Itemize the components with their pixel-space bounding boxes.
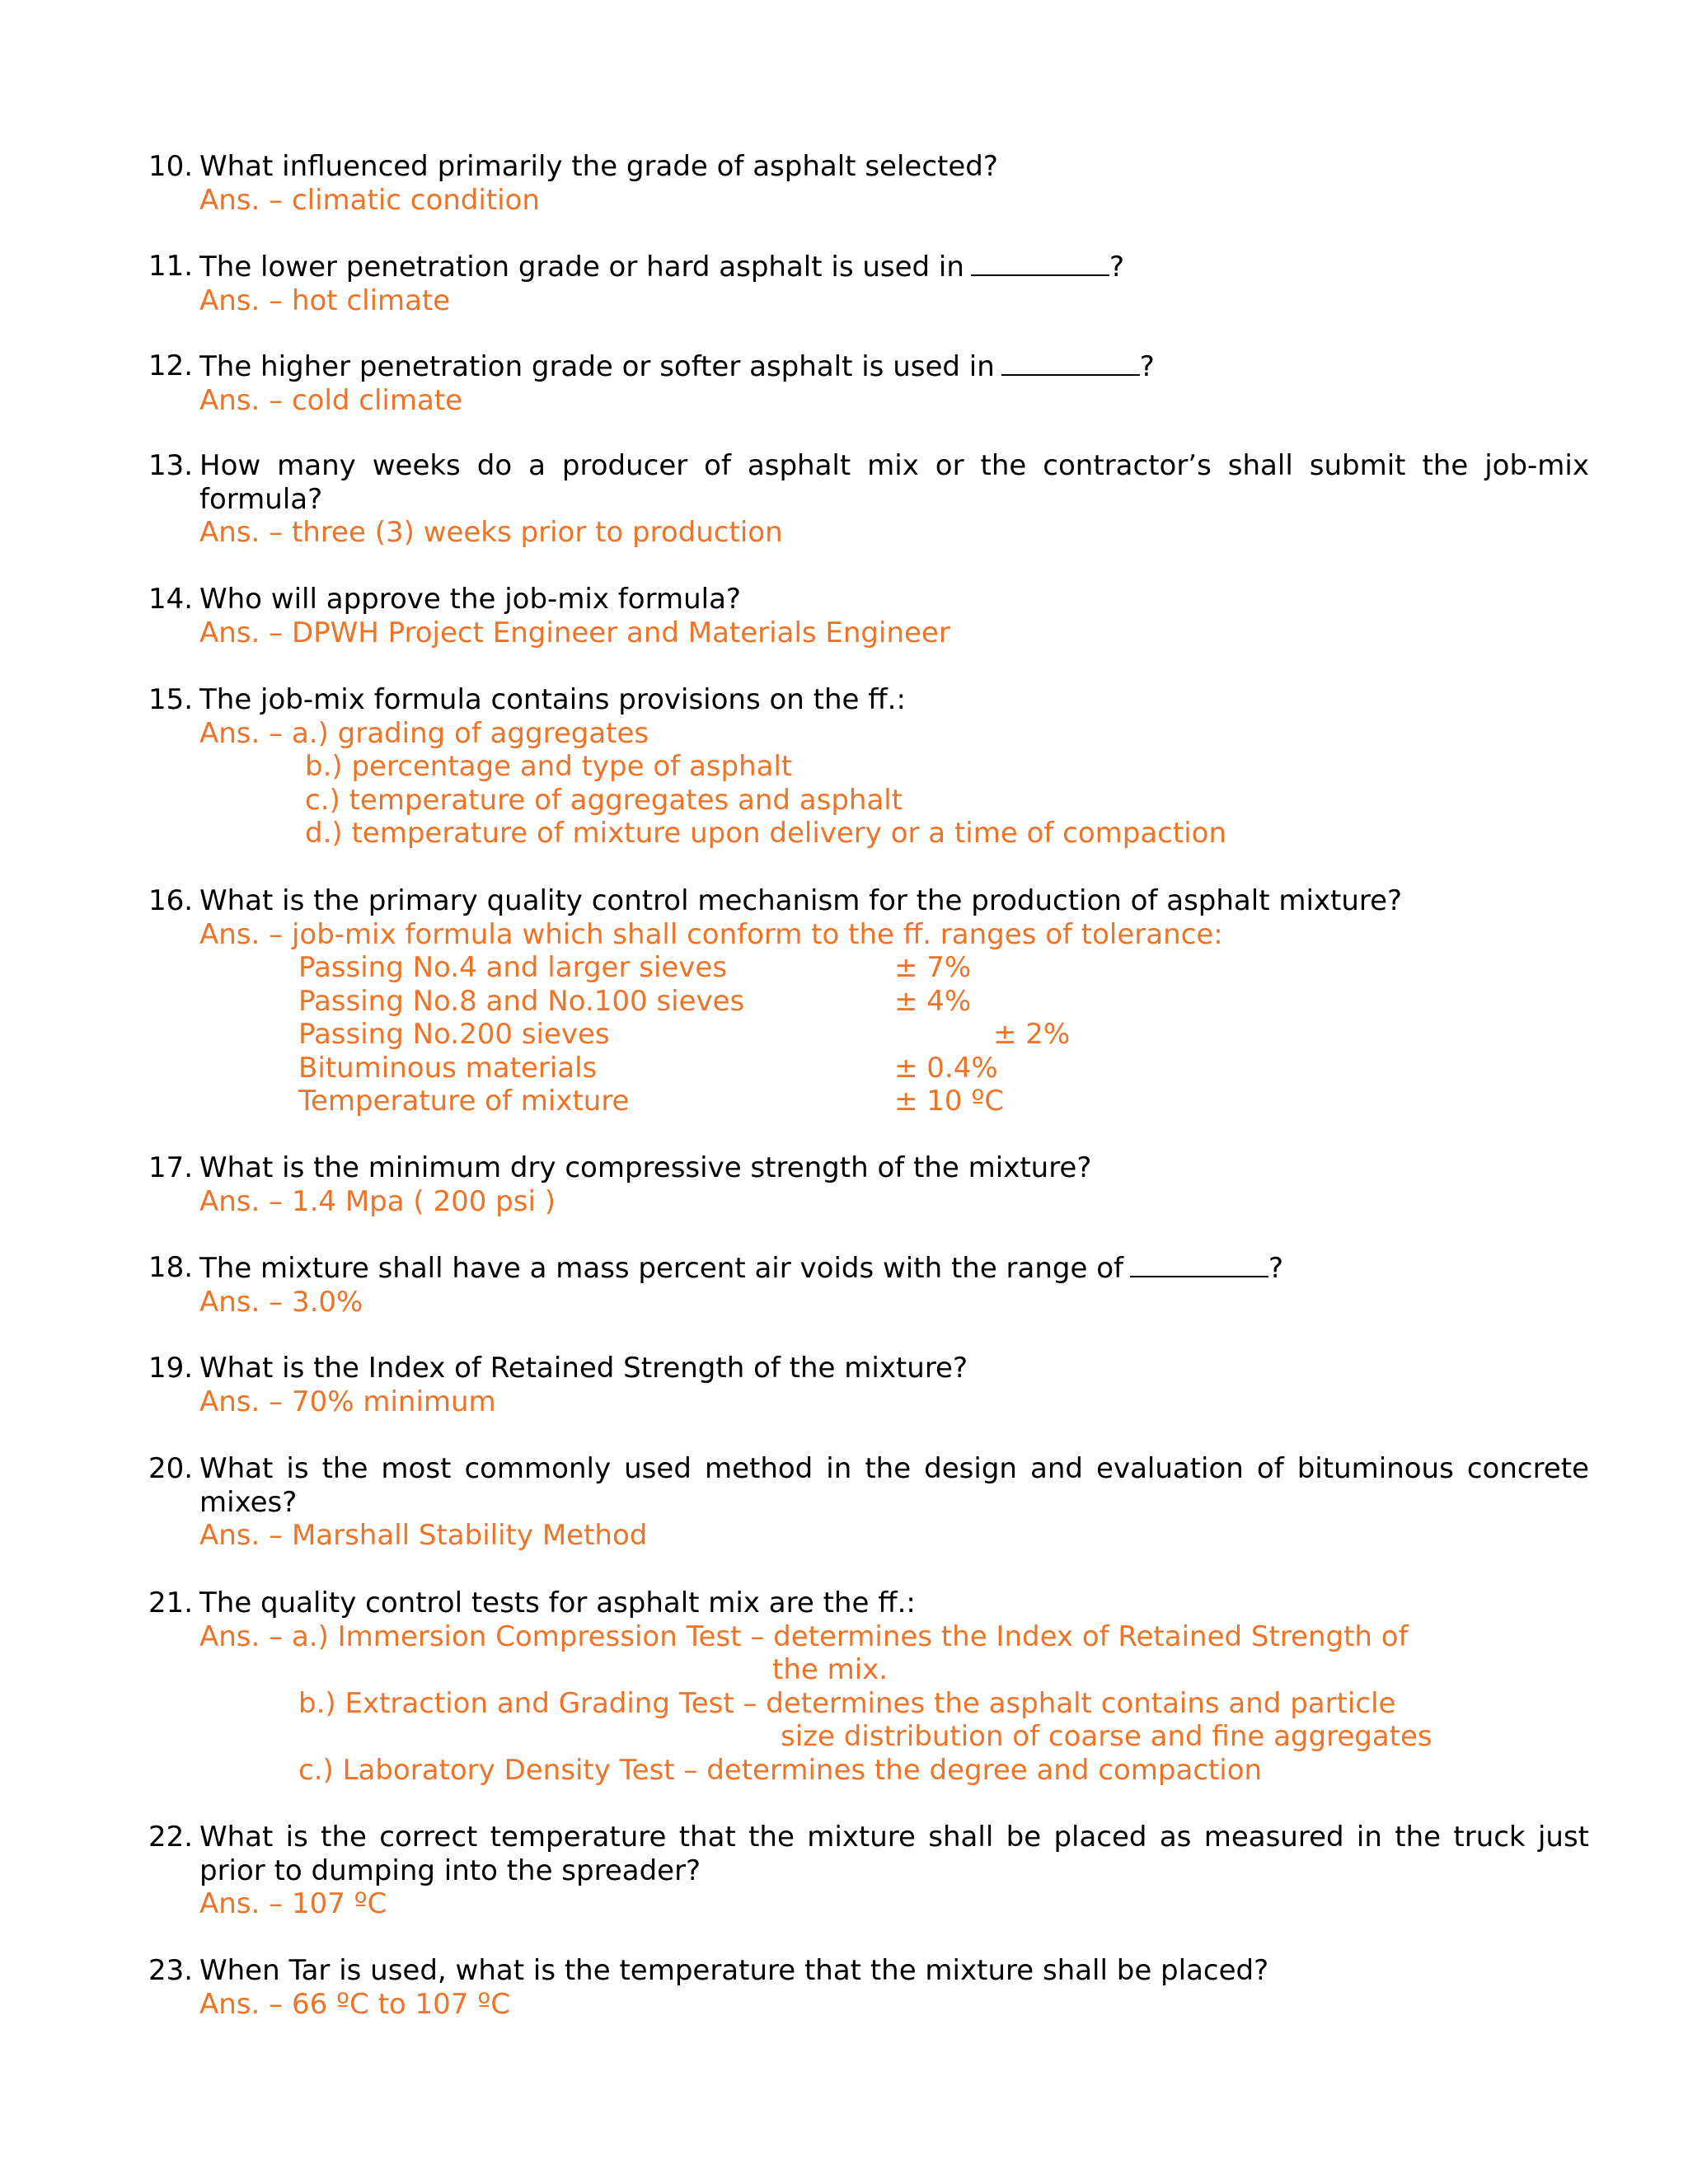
tolerance-label: Bituminous materials <box>298 1051 598 1085</box>
answer-subitem: b.) Extraction and Grading Test – determines the asphalt contains and particle <box>298 1686 1396 1720</box>
question-body: What is the minimum dry compressive strength of the mixture? <box>199 1151 1092 1184</box>
question-item-22 <box>148 1821 1589 1921</box>
answer-text: Ans. – a.) grading of aggregates <box>199 716 649 750</box>
question-item-15 <box>148 683 1589 851</box>
answer-text: Ans. – cold climate <box>199 383 463 417</box>
tolerance-label: Temperature of mixture <box>298 1085 630 1118</box>
tolerance-value: ± 0.4% <box>894 1051 998 1085</box>
tolerance-row <box>148 1052 1589 1085</box>
question-body: The quality control tests for asphalt mix are the ff.: <box>199 1586 916 1619</box>
question-body: When Tar is used, what is the temperature that the mixture shall be placed? <box>199 1954 1269 1987</box>
question-item-16 <box>148 884 1589 1118</box>
question-body: The mixture shall have a mass percent air voids with the range of <box>199 1252 1123 1285</box>
answer-text: Ans. – job-mix formula which shall conform to the ff. ranges of tolerance: <box>199 917 1223 951</box>
tolerance-value: ± 7% <box>894 951 972 984</box>
answer-subitem: b.) percentage and type of asphalt <box>305 750 793 783</box>
tolerance-value: ± 4% <box>894 984 972 1018</box>
answer-text: Ans. – 107 ºC <box>199 1887 387 1920</box>
answer-text: Ans. – three (3) weeks prior to production <box>199 516 783 549</box>
question-body: How many weeks do a producer of asphalt mix or the contractor’s shall submit the job-mix formula? <box>199 449 1589 516</box>
question-text <box>148 1251 1589 1286</box>
question-number: 22. <box>148 1821 194 1854</box>
answer-text: Ans. – 66 ºC to 107 ºC <box>199 1987 510 2021</box>
question-text <box>148 884 1589 918</box>
question-end: ? <box>1109 251 1124 284</box>
question-text <box>148 1586 1589 1620</box>
question-body: What is the most commonly used method in the design and evaluation of bituminous concrete mixes? <box>199 1452 1589 1519</box>
question-item-12 <box>148 349 1589 417</box>
question-item-11 <box>148 250 1589 317</box>
question-text <box>148 150 1589 184</box>
answer-continuation: the mix. <box>772 1653 889 1686</box>
tolerance-row <box>148 1018 1589 1052</box>
tolerance-label: Passing No.200 sieves <box>298 1018 610 1051</box>
question-body: Who will approve the job-mix formula? <box>199 583 741 616</box>
question-number: 17. <box>148 1151 194 1184</box>
fill-in-blank <box>971 250 1109 276</box>
question-text <box>148 449 1589 516</box>
question-body: The job-mix formula contains provisions on the ff.: <box>199 683 906 716</box>
question-body: What is the correct temperature that the mixture shall be placed as measured in the truck just prior to dumping into the spreader? <box>199 1821 1589 1887</box>
question-text <box>148 1821 1589 1887</box>
answer-text: Ans. – hot climate <box>199 284 451 317</box>
question-text <box>148 1151 1589 1185</box>
question-item-17 <box>148 1151 1589 1218</box>
answer-text: Ans. – DPWH Project Engineer and Materials Engineer <box>199 616 950 649</box>
question-number: 21. <box>148 1586 194 1619</box>
question-text <box>148 583 1589 616</box>
tolerance-value: ± 2% <box>993 1018 1071 1051</box>
question-text <box>148 1954 1589 1988</box>
question-item-23 <box>148 1954 1589 2021</box>
answer-subitem: c.) temperature of aggregates and asphalt <box>305 783 903 817</box>
question-text <box>148 1352 1589 1385</box>
question-text <box>148 349 1589 384</box>
question-text <box>148 683 1589 717</box>
question-item-20 <box>148 1452 1589 1553</box>
question-text <box>148 1452 1589 1519</box>
fill-in-blank <box>1001 349 1140 376</box>
question-body: What influenced primarily the grade of asphalt selected? <box>199 150 998 183</box>
question-number: 23. <box>148 1954 194 1987</box>
question-number: 19. <box>148 1352 194 1385</box>
question-item-19 <box>148 1352 1589 1418</box>
answer-subitem: c.) Laboratory Density Test – determines the degree and compaction <box>298 1753 1263 1787</box>
question-body: The lower penetration grade or hard asphalt is used in <box>199 251 964 284</box>
answer-text: Ans. – 70% minimum <box>199 1385 496 1418</box>
question-number: 11. <box>148 250 194 283</box>
question-number: 10. <box>148 150 194 183</box>
tolerance-row <box>148 985 1589 1019</box>
tolerance-row <box>148 1085 1589 1118</box>
question-number: 16. <box>148 884 194 917</box>
answer-continuation: size distribution of coarse and fine aggregates <box>781 1720 1432 1753</box>
question-number: 18. <box>148 1251 194 1284</box>
tolerance-row <box>148 951 1589 985</box>
question-number: 13. <box>148 449 194 482</box>
answer-text: Ans. – 1.4 Mpa ( 200 psi ) <box>199 1184 556 1218</box>
question-body: What is the primary quality control mechanism for the production of asphalt mixture? <box>199 884 1403 917</box>
question-end: ? <box>1268 1252 1284 1285</box>
question-number: 15. <box>148 683 194 716</box>
question-item-10 <box>148 150 1589 217</box>
answer-subitem: d.) temperature of mixture upon delivery or a time of compaction <box>305 817 1226 850</box>
question-body: What is the Index of Retained Strength of the mixture? <box>199 1352 968 1385</box>
tolerance-label: Passing No.4 and larger sieves <box>298 951 728 984</box>
answer-text: Ans. – 3.0% <box>199 1285 363 1319</box>
question-number: 12. <box>148 349 194 382</box>
tolerance-value: ± 10 ºC <box>894 1085 1005 1118</box>
question-number: 14. <box>148 583 194 616</box>
question-text <box>148 250 1589 284</box>
tolerance-label: Passing No.8 and No.100 sieves <box>298 984 745 1018</box>
answer-text: Ans. – a.) Immersion Compression Test – determines the Index of Retained Strength of <box>199 1619 1409 1653</box>
question-body: The higher penetration grade or softer asphalt is used in <box>199 350 995 383</box>
question-number: 20. <box>148 1452 194 1485</box>
question-item-21 <box>148 1586 1589 1787</box>
question-item-18 <box>148 1251 1589 1319</box>
question-item-14 <box>148 583 1589 649</box>
answer-text: Ans. – Marshall Stability Method <box>199 1519 648 1552</box>
answer-text: Ans. – climatic condition <box>199 183 540 217</box>
question-end: ? <box>1139 350 1155 383</box>
fill-in-blank <box>1130 1251 1268 1277</box>
question-item-13 <box>148 449 1589 550</box>
